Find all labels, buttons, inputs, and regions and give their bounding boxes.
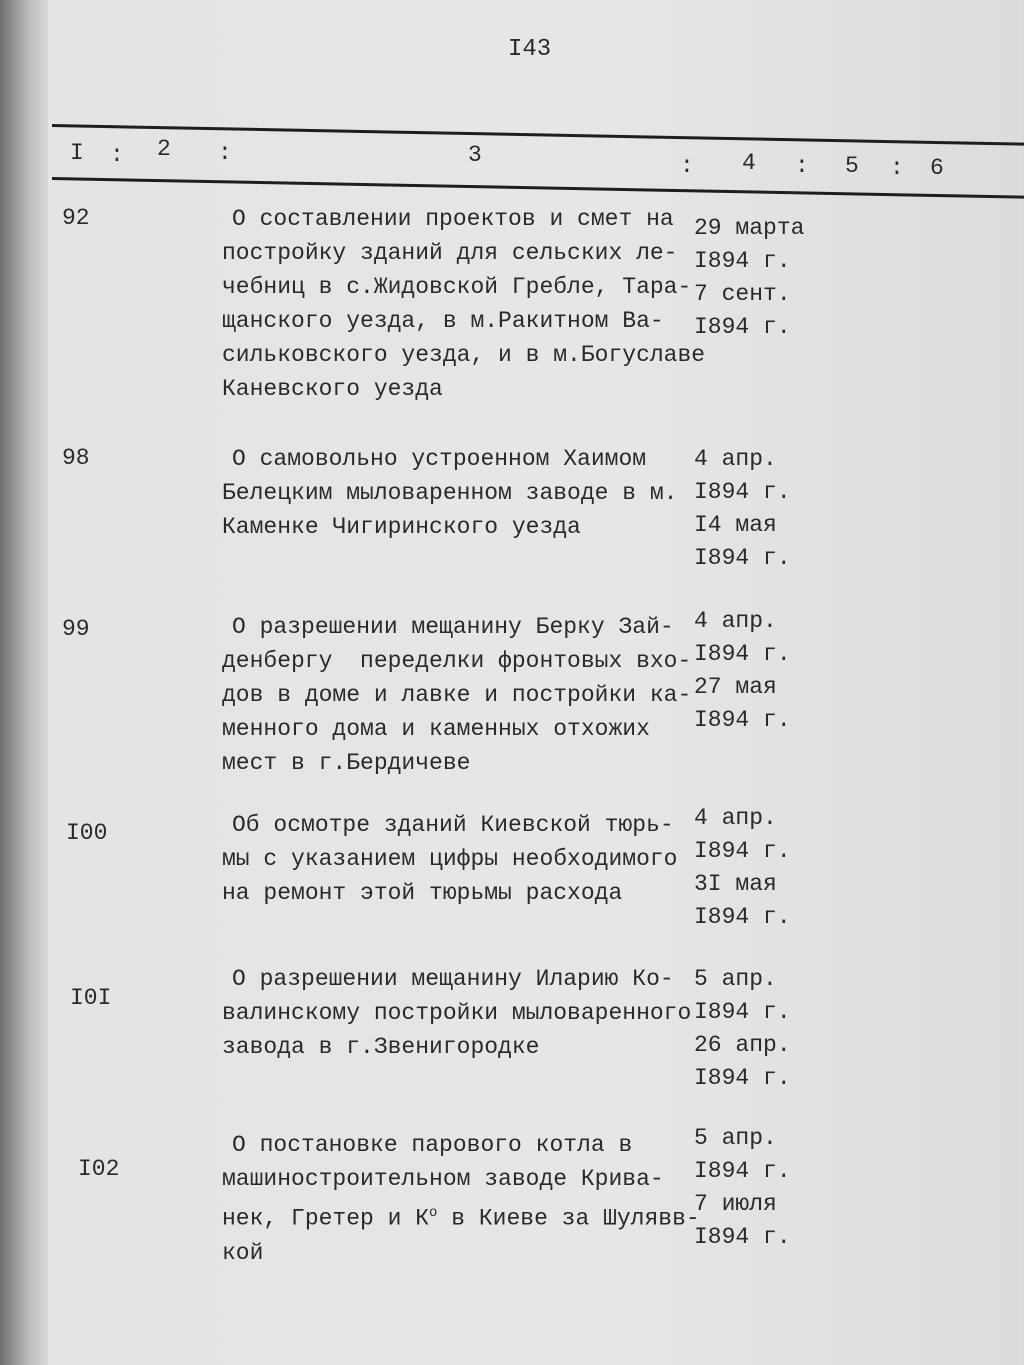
description-line: Белецким мыловаренном заводе в м. xyxy=(222,480,678,506)
column-separator: : xyxy=(680,153,694,179)
description-line: О составлении проектов и смет на xyxy=(232,206,674,232)
date-line: 4 апр. xyxy=(694,608,777,634)
date-line: I894 г. xyxy=(694,545,791,571)
date-line: I4 мая xyxy=(694,512,777,538)
entry-dates xyxy=(694,1122,791,1254)
entry-dates xyxy=(694,443,791,575)
date-line: 27 мая xyxy=(694,674,777,700)
description-line: сильковского уезда, и в м.Богуславе xyxy=(222,342,706,368)
description-line: Каневского уезда xyxy=(222,376,443,402)
page-number: I43 xyxy=(508,36,552,63)
entry-description xyxy=(222,610,691,780)
description-line: нек, Гретер и $К^о$ в Киеве за Шулявв- xyxy=(222,1205,700,1232)
date-line: I894 г. xyxy=(694,1158,791,1184)
description-line: постройку зданий для сельских ле- xyxy=(222,240,678,266)
date-line: 26 апр. xyxy=(694,1032,791,1058)
description-line: О постановке парового котла в xyxy=(232,1132,633,1158)
entry-number: 98 xyxy=(62,445,90,471)
column-number: 2 xyxy=(157,136,171,162)
entry-number: I00 xyxy=(66,820,108,846)
entry-description xyxy=(222,1128,700,1270)
description-line: на ремонт этой тюрьмы расхода xyxy=(222,880,623,906)
date-line: I894 г. xyxy=(694,1224,791,1250)
description-line: мест в г.Бердичеве xyxy=(222,750,471,776)
date-line: I894 г. xyxy=(694,1065,791,1091)
date-line: I894 г. xyxy=(694,999,791,1025)
description-line: О самовольно устроенном Хаимом xyxy=(232,446,647,472)
header-rule-top xyxy=(52,124,1024,146)
description-line: Об осмотре зданий Киевской тюрь- xyxy=(232,812,674,838)
entry-dates xyxy=(694,963,791,1095)
column-number: 6 xyxy=(930,155,944,181)
description-line: О разрешении мещанину Берку Зай- xyxy=(232,614,674,640)
entry-number: 92 xyxy=(62,205,90,231)
entry-number: I0I xyxy=(70,985,112,1011)
description-line: валинскому постройки мыловаренного xyxy=(222,1000,692,1026)
entry-dates xyxy=(694,212,804,344)
date-line: 3I мая xyxy=(694,871,777,897)
column-number: I xyxy=(70,140,84,166)
date-line: I894 г. xyxy=(694,479,791,505)
description-line: машиностроительном заводе Крива- xyxy=(222,1166,664,1192)
date-line: 4 апр. xyxy=(694,446,777,472)
date-line: I894 г. xyxy=(694,248,791,274)
column-separator: : xyxy=(890,155,904,181)
date-line: 5 апр. xyxy=(694,1125,777,1151)
description-line: щанского уезда, в м.Ракитном Ва- xyxy=(222,308,664,334)
date-line: 4 апр. xyxy=(694,805,777,831)
date-line: I894 г. xyxy=(694,904,791,930)
entry-number: I02 xyxy=(78,1156,120,1182)
description-line: дов в доме и лавке и постройки ка- xyxy=(222,682,692,708)
entry-dates xyxy=(694,605,791,737)
date-line: 29 марта xyxy=(694,215,805,241)
description-line: кой xyxy=(222,1239,264,1266)
entry-description xyxy=(222,962,691,1064)
column-separator: : xyxy=(218,140,232,166)
date-line: I894 г. xyxy=(694,314,791,340)
date-line: 7 сент. xyxy=(694,281,791,307)
header-rule-bottom xyxy=(52,177,1024,199)
description-line: Каменке Чигиринского уезда xyxy=(222,514,581,540)
description-line: О разрешении мещанину Иларию Ко- xyxy=(232,966,674,992)
description-line: чебниц в с.Жидовской Гребле, Тара- xyxy=(222,274,692,300)
date-line: I894 г. xyxy=(694,707,791,733)
description-line: мы с указанием цифры необходимого xyxy=(222,846,678,872)
date-line: 7 июля xyxy=(694,1191,777,1217)
entry-dates xyxy=(694,802,791,934)
column-number: 5 xyxy=(845,153,859,179)
entry-number: 99 xyxy=(62,616,90,642)
description-line: денбергу переделки фронтовых вхо- xyxy=(222,648,692,674)
column-number: 3 xyxy=(468,142,482,168)
description-line: менного дома и каменных отхожих xyxy=(222,716,650,742)
entry-description xyxy=(222,442,677,544)
description-line: завода в г.Звенигородке xyxy=(222,1034,540,1060)
column-number: 4 xyxy=(742,150,756,176)
superscript: о xyxy=(429,1205,438,1221)
date-line: 5 апр. xyxy=(694,966,777,992)
book-spine-shadow xyxy=(0,0,48,1365)
date-line: I894 г. xyxy=(694,838,791,864)
entry-description xyxy=(222,808,677,910)
date-line: I894 г. xyxy=(694,641,791,667)
column-separator: : xyxy=(110,142,124,168)
entry-description xyxy=(222,202,705,406)
column-separator: : xyxy=(795,153,809,179)
